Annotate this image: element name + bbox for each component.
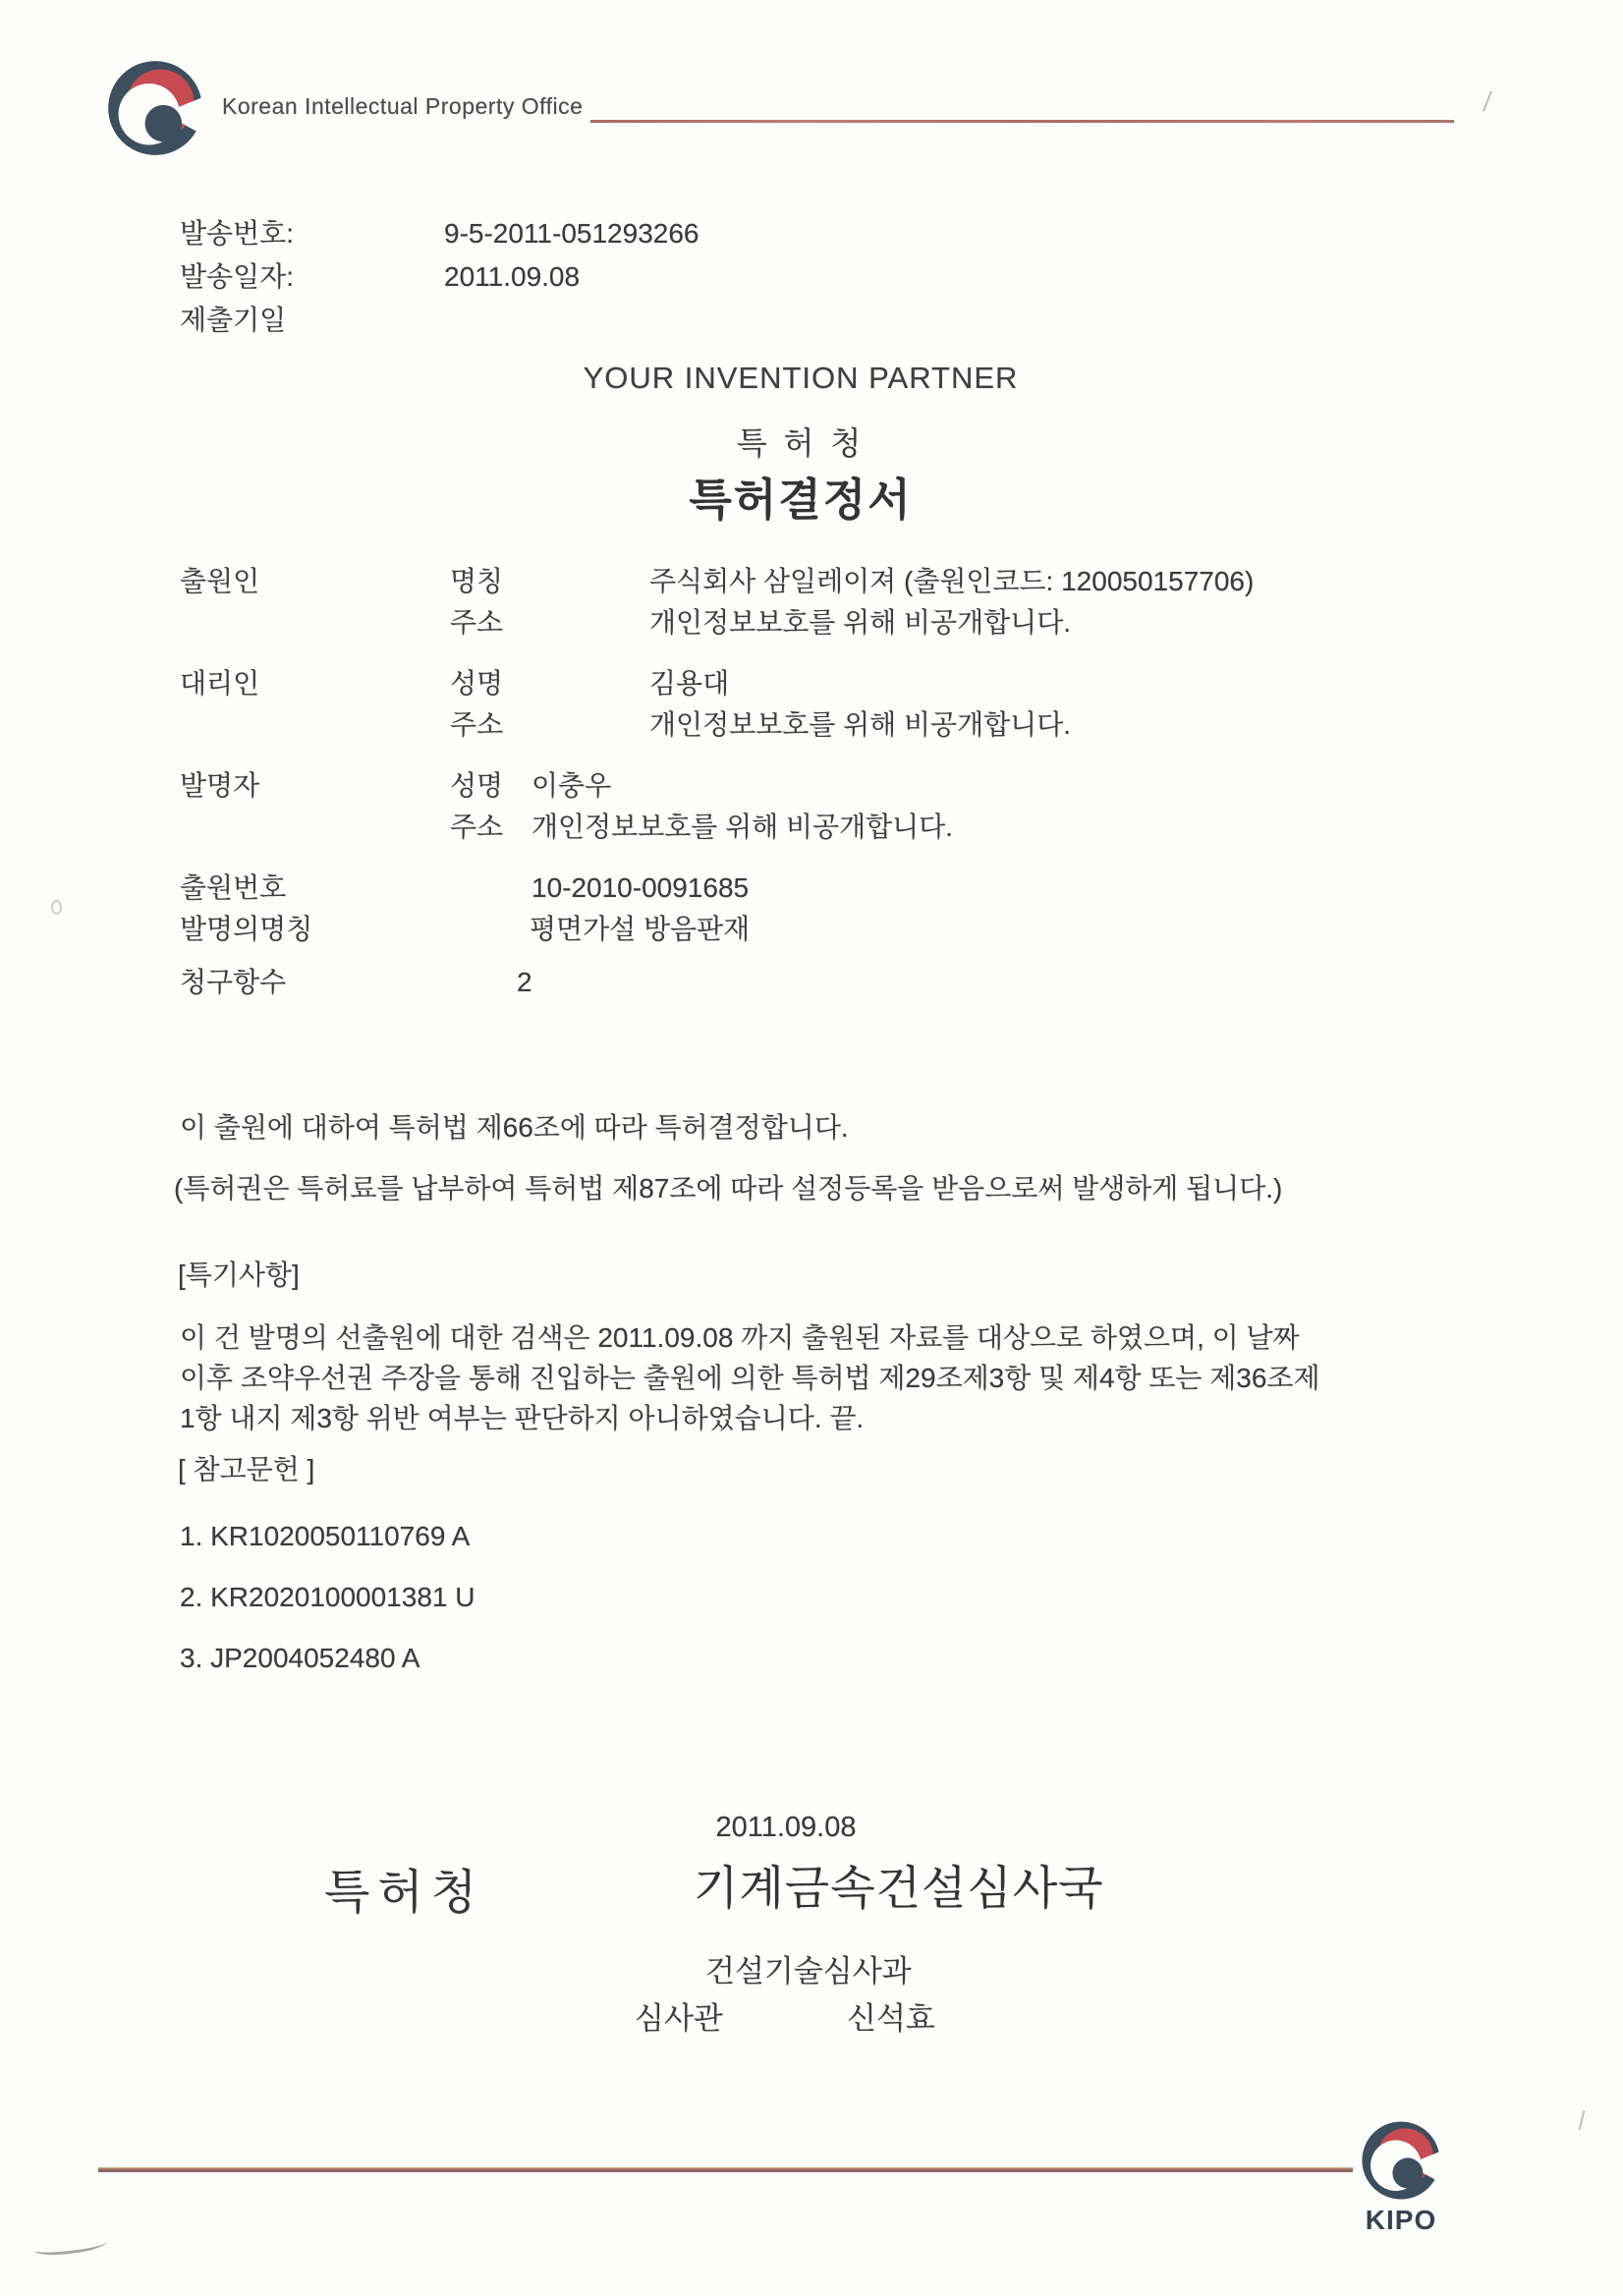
examiner-label: 심사관: [635, 2001, 723, 2036]
slogan: YOUR INVENTION PARTNER: [583, 361, 1019, 395]
decision-statement: 이 출원에 대하여 특허법 제66조에 따라 특허결정합니다.: [180, 1112, 849, 1143]
invention-title-value: 평면가설 방음판재: [530, 914, 751, 944]
special-notes-line1: 이 건 발명의 선출원에 대한 검색은 2011.09.08 까지 출원된 자료를 대상으로 하였으며, 이 날짜: [180, 1322, 1300, 1353]
header-rule: [590, 120, 1454, 123]
kipo-taegeuk-logo-icon: [104, 57, 206, 159]
inventor-name-value: 이충우: [532, 770, 612, 801]
reference-item-2: 2. KR2020100001381 U: [180, 1582, 476, 1612]
references-heading: [ 참고문헌 ]: [178, 1454, 315, 1484]
dispatch-no-label: 발송번호:: [180, 218, 294, 249]
signature-date: 2011.09.08: [715, 1812, 857, 1843]
examiner-name: 신석효: [847, 2001, 935, 2036]
invention-title-label: 발명의명칭: [180, 914, 313, 944]
scan-artifact: [33, 2235, 107, 2257]
decision-note: (특허권은 특허료를 납부하여 특허법 제87조에 따라 설정등록을 받음으로써 발생하게 됩니다.): [174, 1173, 1283, 1204]
kipo-footer-logo-icon: [1359, 2118, 1443, 2203]
applicant-role: 출원인: [180, 566, 260, 596]
applicant-name-label: 명칭: [450, 566, 504, 596]
special-notes-heading: [특기사항]: [178, 1260, 300, 1290]
signature-office: 특허청: [324, 1867, 485, 1919]
inventor-role: 발명자: [180, 770, 260, 801]
kipo-footer-wordmark: KIPO: [1365, 2205, 1437, 2235]
claims-count-value: 2: [517, 967, 532, 997]
reference-item-3: 3. JP2004052480 A: [180, 1643, 420, 1673]
applicant-name-value: 주식회사 삼일레이져 (출원인코드: 120050157706): [649, 566, 1255, 596]
special-notes-line3: 1항 내지 제3항 위반 여부는 판단하지 아니하였습니다. 끝.: [180, 1403, 865, 1433]
application-number-value: 10-2010-0091685: [532, 872, 750, 903]
agent-name-label: 성명: [450, 668, 504, 699]
dispatch-date-label: 발송일자:: [180, 261, 294, 292]
scan-artifact: [1483, 90, 1492, 111]
signature-division: 건설기술심사과: [705, 1954, 912, 1988]
org-name-english: Korean Intellectual Property Office: [222, 93, 584, 119]
applicant-addr-value: 개인정보보호를 위해 비공개합니다.: [649, 607, 1072, 638]
application-number-label: 출원번호: [180, 872, 287, 903]
signature-bureau: 기계금속건설심사국: [694, 1862, 1104, 1914]
scan-artifact: [1579, 2110, 1586, 2130]
reference-item-1: 1. KR1020050110769 A: [180, 1521, 471, 1551]
office-title: 특 허 청: [736, 425, 866, 461]
inventor-addr-value: 개인정보보호를 위해 비공개합니다.: [532, 812, 954, 842]
submission-due-label: 제출기일: [180, 305, 287, 335]
document-title: 특허결정서: [689, 475, 913, 525]
agent-role: 대리인: [180, 668, 260, 699]
footer-rule: [98, 2167, 1353, 2172]
agent-addr-value: 개인정보보호를 위해 비공개합니다.: [649, 709, 1072, 740]
claims-count-label: 청구항수: [180, 967, 287, 997]
inventor-addr-label: 주소: [450, 812, 504, 842]
agent-addr-label: 주소: [450, 709, 504, 740]
dispatch-date-value: 2011.09.08: [444, 261, 581, 292]
special-notes-line2: 이후 조약우선권 주장을 통해 진입하는 출원에 의한 특허법 제29조제3항 및 제4항 또는 제36조제: [180, 1363, 1320, 1393]
dispatch-no-value: 9-5-2011-051293266: [444, 218, 700, 249]
applicant-addr-label: 주소: [450, 607, 504, 638]
scan-artifact: [51, 900, 62, 915]
inventor-name-label: 성명: [450, 770, 504, 801]
agent-name-value: 김용대: [649, 668, 730, 699]
